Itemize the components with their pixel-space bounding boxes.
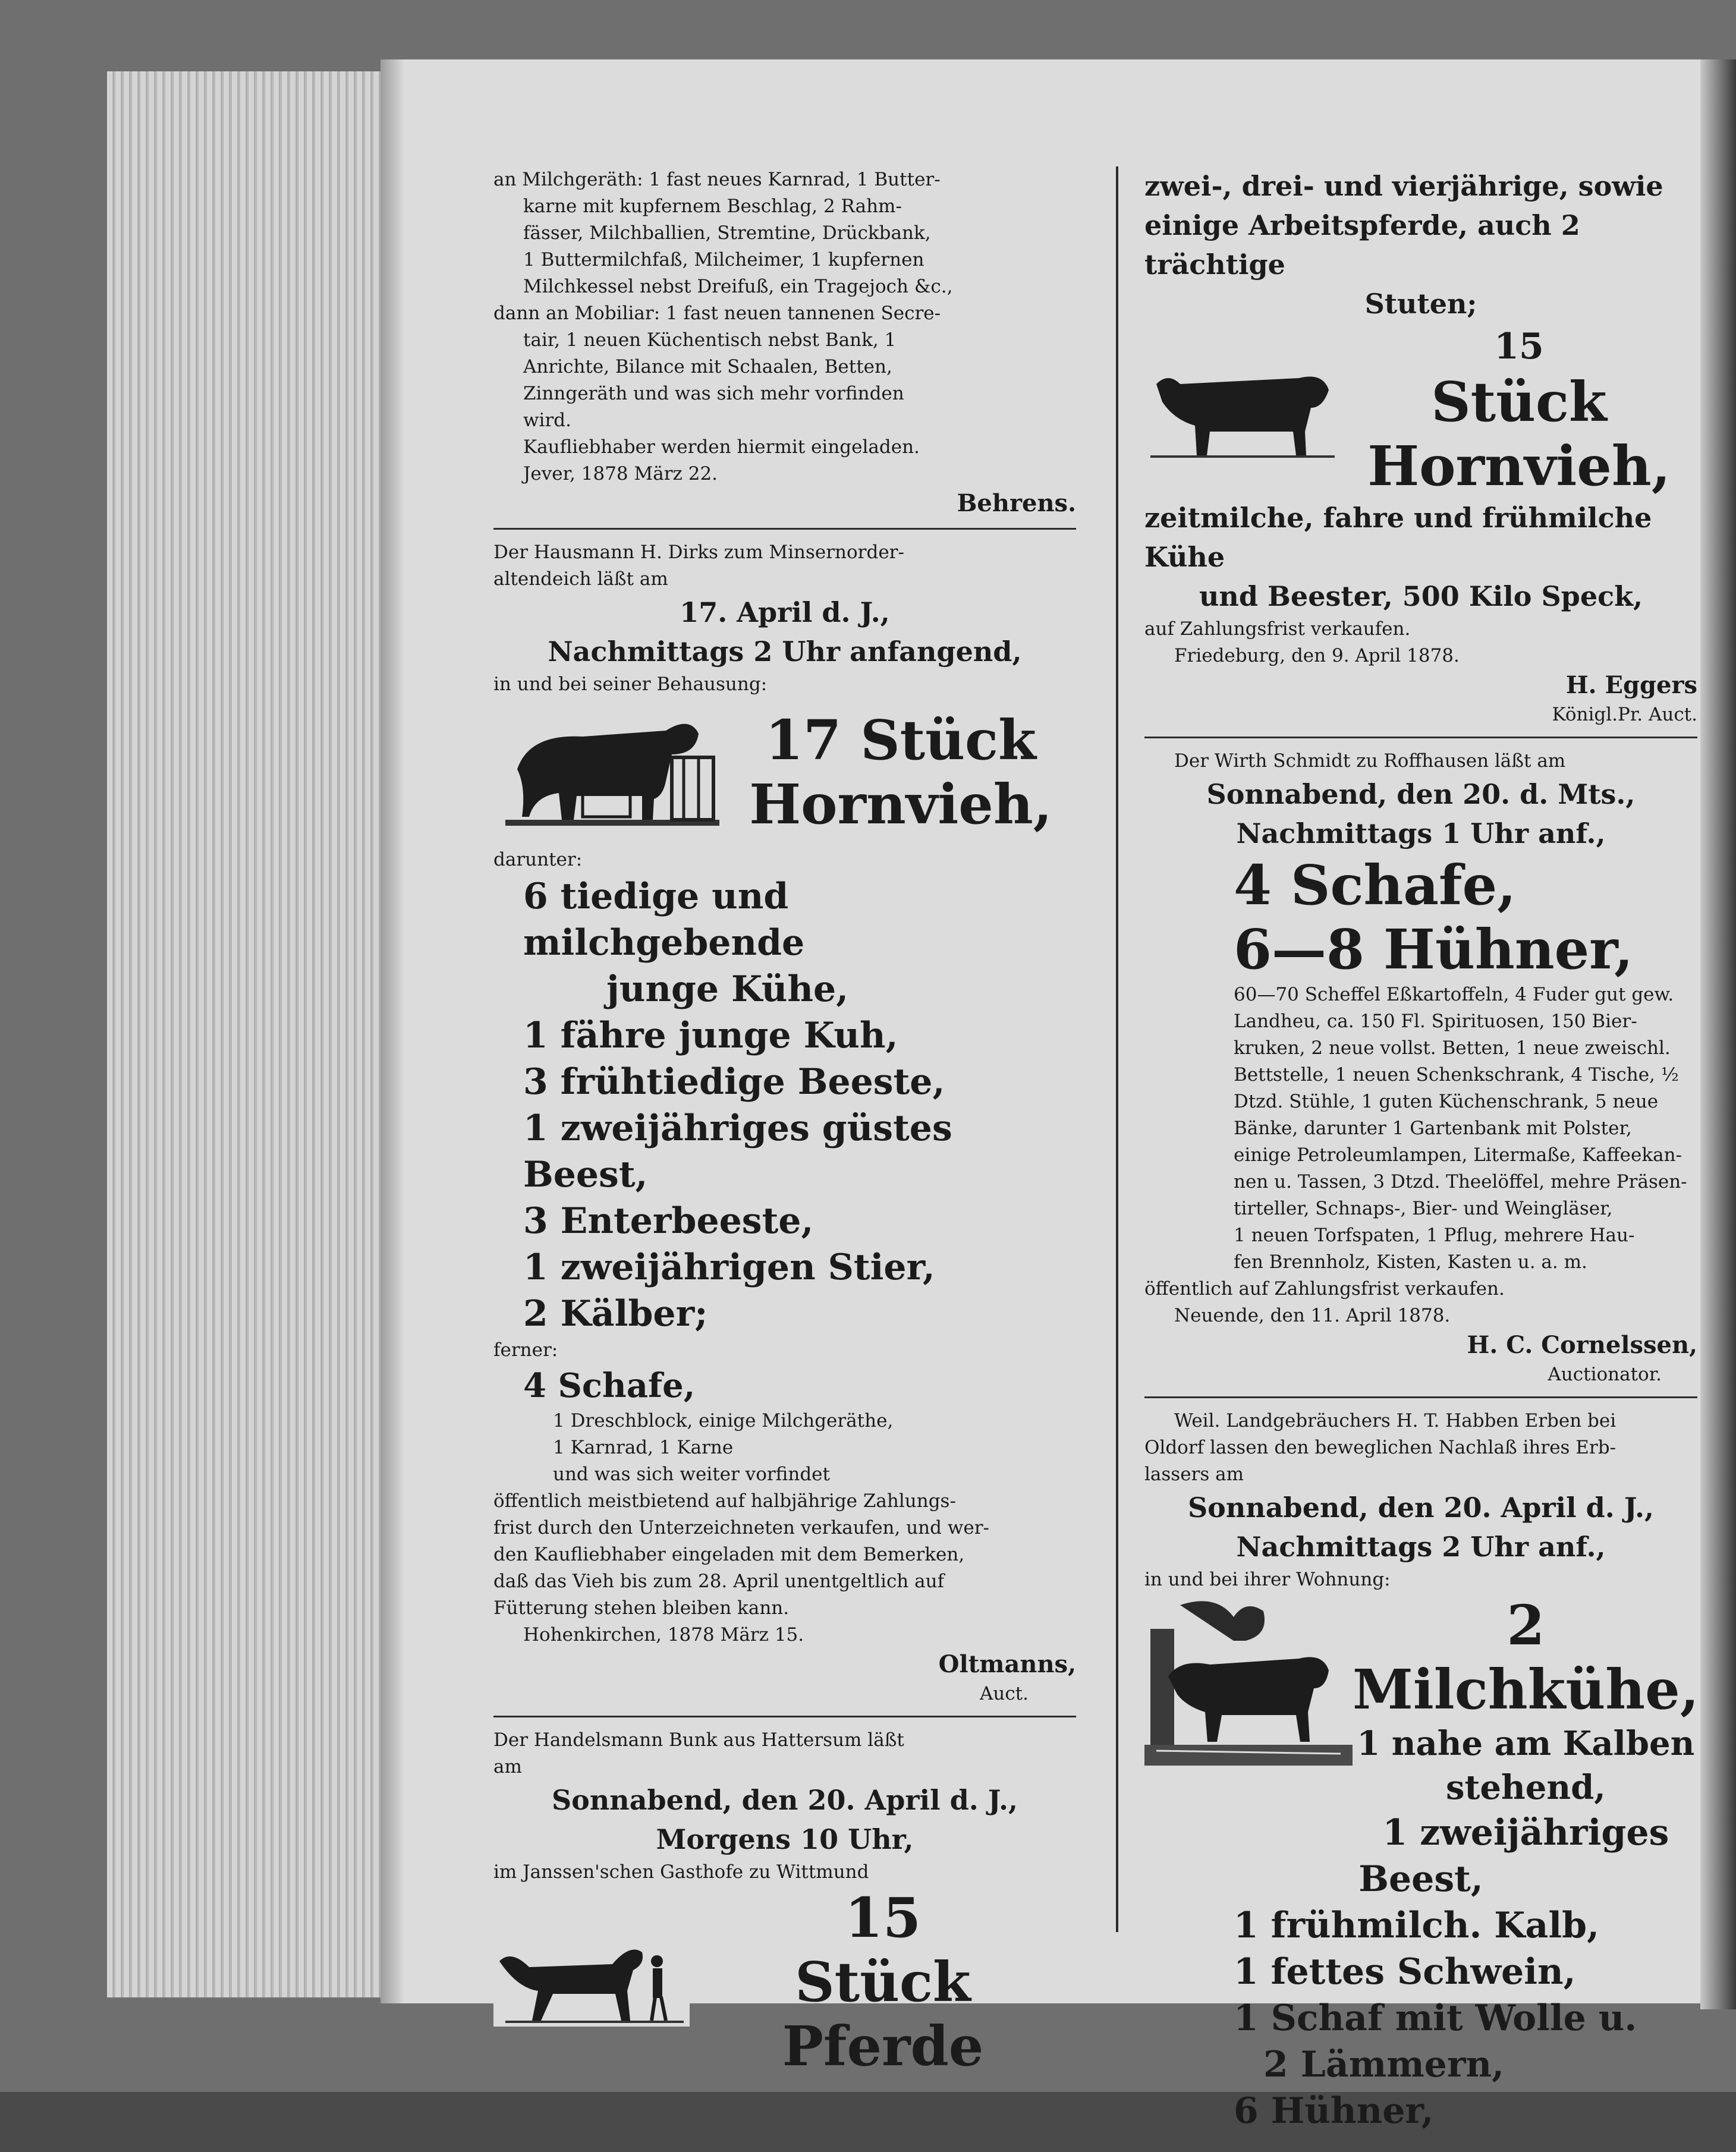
headline-2: 6—8 Hühner, — [1234, 917, 1633, 981]
text-line: Milchkessel nebst Dreifuß, ein Tragejoch &c., — [523, 276, 953, 297]
auction-date: Sonnabend, den 20. April d. J., — [1187, 1492, 1655, 1524]
headline-1: Stück Hornvieh, — [1367, 370, 1671, 498]
intro-line: lassers am — [1144, 1464, 1244, 1485]
signature-title: Auctionator. — [1548, 1364, 1662, 1385]
lot-item: 1 zweijähriges güstes Beest, — [523, 1108, 952, 1195]
left-column — [493, 166, 1076, 2096]
ferner-label: ferner: — [493, 1339, 558, 1361]
text-line: einige Arbeitspferde, auch 2 trächtige — [1144, 209, 1580, 281]
headline-1: 2 Milchkühe, — [1353, 1593, 1699, 1722]
lot-item: 1 fettes Schwein, — [1234, 1951, 1576, 1993]
headline-1: 4 Schafe, — [1234, 853, 1517, 917]
right-column — [1144, 166, 1697, 2152]
intro-line: Oldorf lassen den beweglichen Nachlaß ihres Erb- — [1144, 1437, 1617, 1458]
text-line: an Milchgeräth: 1 fast neues Karnrad, 1 Butter- — [493, 169, 941, 190]
terms-line: daß das Vieh bis zum 28. April unentgeltlich auf — [493, 1571, 945, 1592]
intro-line: Der Handelsmann Bunk aus Hattersum läßt — [493, 1729, 904, 1751]
sub-line: stehend, — [1446, 1768, 1606, 1807]
cow-scene-icon — [1144, 1593, 1353, 1766]
column-rule — [1116, 166, 1118, 1932]
auction-location: in und bei ihrer Wohnung: — [1144, 1569, 1391, 1590]
lot-item: 2 Lämmern, — [1263, 2044, 1504, 2085]
text-line: tair, 1 neuen Küchentisch nebst Bank, 1 — [523, 329, 897, 351]
lot-item: 3 Enterbeeste, — [523, 1200, 814, 1242]
text-line: Landheu, ca. 150 Fl. Spirituosen, 150 Bier- — [1234, 1011, 1637, 1032]
headline-text — [725, 708, 1076, 836]
horse-icon — [493, 1937, 690, 2027]
lot-item: 1 Schaf mit Wolle u. — [1234, 1997, 1637, 2039]
lot-item: 6 tiedige und milchgebende — [523, 876, 805, 964]
page-edges — [107, 71, 386, 1997]
headline-block — [1144, 1593, 1697, 1856]
schafe-line: 4 Schafe, — [523, 1366, 696, 1405]
headline-block — [493, 698, 1076, 847]
terms-line: frist durch den Unterzeichneten verkaufen, und wer- — [493, 1517, 990, 1539]
darunter-label: darunter: — [493, 849, 583, 870]
signature-title: Auct. — [979, 1683, 1029, 1704]
intro-line: Der Wirth Schmidt zu Roffhausen läßt am — [1174, 750, 1566, 772]
text-line: Bettstelle, 1 neuen Schenkschrank, 4 Tische, ½ — [1234, 1064, 1679, 1086]
extra-line: und was sich weiter vorfindet — [553, 1464, 830, 1485]
invite-text: Kaufliebhaber werden hiermit eingeladen. — [523, 436, 920, 458]
page-curl — [1700, 59, 1736, 2009]
terms-line: auf Zahlungsfrist verkaufen. — [1144, 618, 1411, 640]
place-date: Neuende, den 11. April 1878. — [1174, 1305, 1451, 1326]
text-line: Stuten; — [1364, 288, 1477, 320]
text-line: Bänke, darunter 1 Gartenbank mit Polster, — [1234, 1118, 1632, 1139]
ad-schmidt — [1144, 748, 1697, 1398]
lot-item: 1 zweijährigen Stier, — [523, 1247, 935, 1288]
signature: H. C. Cornelssen, — [1467, 1331, 1697, 1359]
auction-time: Nachmittags 2 Uhr anfangend, — [548, 635, 1022, 668]
cow-icon — [1144, 360, 1341, 461]
extra-line: 1 Dreschblock, einige Milchgeräthe, — [553, 1410, 894, 1431]
terms-line: öffentlich meistbietend auf halbjährige Zahlungs- — [493, 1490, 956, 1512]
ad-habben — [1144, 1408, 1697, 2142]
signature: H. Eggers — [1565, 671, 1697, 699]
auction-time: Nachmittags 1 Uhr anf., — [1236, 817, 1606, 850]
ad-eggers — [1144, 166, 1697, 738]
text-line: 1 Buttermilchfaß, Milcheimer, 1 kupfernen — [523, 249, 924, 270]
auction-date: Sonnabend, den 20. d. Mts., — [1206, 778, 1636, 810]
ad-bunk — [493, 1727, 1076, 2087]
cow-icon — [493, 698, 725, 847]
text-line: zwei-, drei- und vierjährige, sowie — [1144, 170, 1663, 202]
text-line: fässer, Milchballien, Stremtine, Drückbank, — [523, 222, 931, 244]
auction-date: 17. April d. J., — [680, 596, 890, 628]
ad-dirks — [493, 539, 1076, 1717]
headline-number: 15 — [1494, 326, 1544, 367]
text-line: 1 neuen Torfspaten, 1 Pflug, mehrere Hau- — [1234, 1225, 1635, 1246]
headline-1: Stück Pferde — [782, 1950, 984, 2078]
text-line: fen Brennholz, Kisten, Kasten u. a. m. — [1234, 1251, 1587, 1273]
text-line: kruken, 2 neue vollst. Betten, 1 neue zweischl. — [1234, 1037, 1671, 1059]
headline-text — [1341, 323, 1697, 498]
text-line: zeitmilche, fahre und frühmilche Kühe — [1144, 502, 1652, 573]
place-date: Friedeburg, den 9. April 1878. — [1174, 645, 1460, 666]
auction-time: Nachmittags 2 Uhr anf., — [1236, 1531, 1606, 1563]
terms-line: öffentlich auf Zahlungsfrist verkaufen. — [1144, 1278, 1505, 1300]
text-line: karne mit kupfernem Beschlag, 2 Rahm- — [523, 196, 902, 217]
lot-item: 2 Kälber; — [523, 1293, 708, 1335]
page-gutter — [380, 59, 404, 2003]
intro-line: Der Hausmann H. Dirks zum Minsernorder- — [493, 542, 904, 563]
terms-line: Fütterung stehen bleiben kann. — [493, 1597, 790, 1619]
intro-line: am — [493, 1756, 522, 1777]
headline-text — [690, 1886, 1076, 2078]
intro-line: altendeich läßt am — [493, 568, 668, 590]
text-line: und Beester, 500 Kilo Speck, — [1199, 580, 1643, 612]
auction-location: in und bei seiner Behausung: — [493, 674, 768, 695]
place-date: Hohenkirchen, 1878 März 15. — [523, 1624, 804, 1646]
auction-time: Morgens 10 Uhr, — [656, 1823, 914, 1855]
text-line: Zinngeräth und was sich mehr vorfinden — [523, 383, 904, 404]
lot-item: 1 fähre junge Kuh, — [523, 1015, 898, 1056]
text-line: Anrichte, Bilance mit Schaalen, Betten, — [523, 356, 892, 377]
headline-2: Hornvieh, — [749, 772, 1052, 836]
auction-location: im Janssen'schen Gasthofe zu Wittmund — [493, 1861, 869, 1883]
sub-line: Beest, — [1358, 1858, 1483, 1900]
headline-1: 17 Stück — [765, 708, 1036, 772]
signature-title: Königl.Pr. Auct. — [1552, 704, 1697, 725]
headline-block — [1144, 323, 1697, 498]
lot-item: 3 frühtiedige Beeste, — [523, 1061, 945, 1103]
text-line: 60—70 Scheffel Eßkartoffeln, 4 Fuder gut gew. — [1234, 984, 1674, 1005]
headline-block — [493, 1886, 1076, 2078]
sub-line: 1 zweijähriges — [1382, 1812, 1669, 1854]
place-date: Jever, 1878 März 22. — [523, 463, 718, 484]
intro-line: Weil. Landgebräuchers H. T. Habben Erben bei — [1174, 1410, 1617, 1431]
headline-number: 15 — [844, 1886, 922, 1950]
text-line: wird. — [523, 410, 571, 431]
text-line: tirteller, Schnaps-, Bier- und Weingläser, — [1234, 1198, 1613, 1219]
signature: Behrens. — [957, 489, 1076, 517]
headline-text — [1353, 1593, 1699, 1856]
lot-item: 1 frühmilch. Kalb, — [1234, 1905, 1599, 1946]
text-line: dann an Mobiliar: 1 fast neuen tannenen Secre- — [493, 303, 941, 324]
sub-line: 1 nahe am Kalben — [1357, 1724, 1695, 1763]
text-line: Dtzd. Stühle, 1 guten Küchenschrank, 5 neue — [1234, 1091, 1659, 1112]
extra-line: 1 Karnrad, 1 Karne — [553, 1437, 734, 1458]
text-line: nen u. Tassen, 3 Dtzd. Theelöffel, mehre Präsen- — [1234, 1171, 1687, 1193]
lot-item: 6 Hühner, — [1234, 2090, 1434, 2132]
auction-date: Sonnabend, den 20. April d. J., — [551, 1784, 1018, 1816]
terms-line: den Kaufliebhaber eingeladen mit dem Bemerken, — [493, 1544, 965, 1565]
text-line: einige Petroleumlampen, Litermaße, Kaffeekan- — [1234, 1144, 1682, 1166]
ad-behrens — [493, 166, 1076, 530]
signature: Oltmanns, — [938, 1650, 1076, 1678]
lot-item: junge Kühe, — [606, 968, 849, 1010]
